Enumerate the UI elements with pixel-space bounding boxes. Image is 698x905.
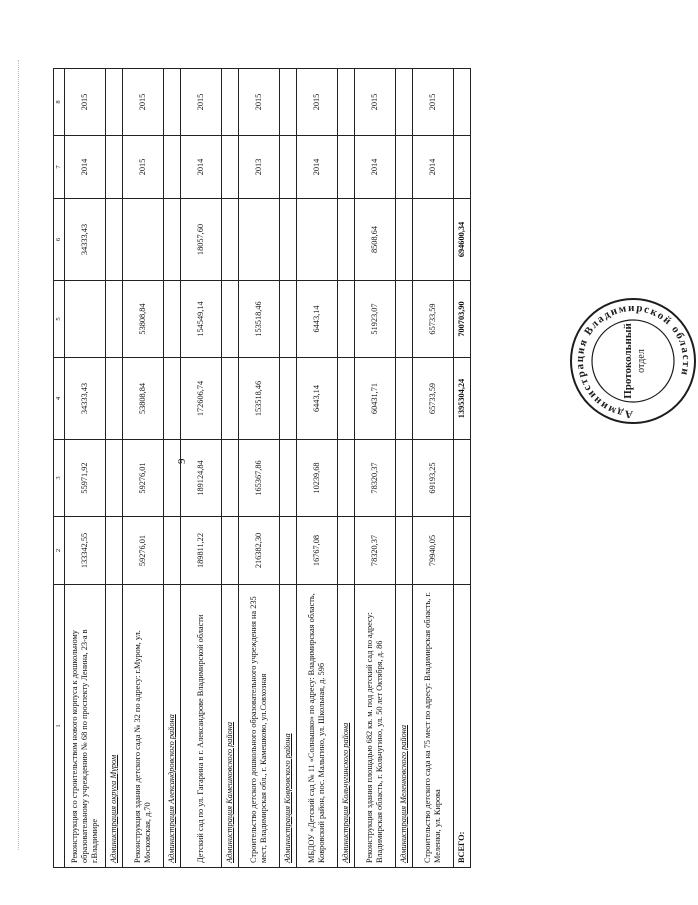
value-cell-c4: 153518,46 [239,358,280,440]
value-cell-c6 [106,199,123,281]
value-cell-c2: 189811,22 [181,517,222,585]
table-row [355,69,396,868]
value-cell-c5: 6443,14 [297,281,338,358]
header-cell: 8 [54,69,65,136]
value-cell-c6 [413,199,454,281]
value-cell-c3: 78320,37 [355,440,396,517]
value-cell-c4: 60431,71 [355,358,396,440]
section-title: Администрация Меленковского района [398,725,408,863]
value-cell-c6 [164,199,181,281]
value-cell-c3 [222,440,239,517]
value-cell-c7 [338,136,355,199]
value-cell-c5 [106,281,123,358]
value-cell-c6 [280,199,297,281]
value-cell-c7 [164,136,181,199]
value-cell-c8 [338,69,355,136]
value-cell-c7: 2014 [355,136,396,199]
value-cell-c3: 55971,92 [65,440,106,517]
stamp-center-subtext: отдел [636,349,647,373]
value-cell-c3 [280,440,297,517]
object-name-cell: Строительство детского дошкольного образовательного учреждения на 235 мест, Владимирская обл., г. Камешково, ул.Совхозная [239,585,280,868]
value-cell-c3: 10239,68 [297,440,338,517]
section-row [222,69,239,868]
value-cell-c3 [396,440,413,517]
value-cell-c4 [338,358,355,440]
value-cell-c2 [106,517,123,585]
construction-table [53,68,471,868]
object-name-cell: МБДОУ «Детский сад № 11 «Солнышко» по адресу: Владимирская область, Ковровский район, пос. Малыгино, ул. Школьная, д. 59б [297,585,338,868]
object-name-cell: Реконструкция здания площадью 682 кв. м. под детский сад по адресу: Владимирская область, г. Кольчугино, ул. 50 лет Октября, д. 86 [355,585,396,868]
value-cell-c7 [280,136,297,199]
section-title-cell [338,585,355,868]
value-cell-c4 [280,358,297,440]
section-title-cell [396,585,413,868]
value-cell-c3: 59276,01 [123,440,164,517]
value-cell-c2: 78320,37 [355,517,396,585]
value-cell-c8 [396,69,413,136]
value-cell-c2: 16767,08 [297,517,338,585]
stamp-center-text: Протокольный [622,323,634,399]
section-row [280,69,297,868]
value-cell-c6 [338,199,355,281]
value-cell-c4: 53808,84 [123,358,164,440]
value-cell-c5: 51923,07 [355,281,396,358]
page-number: 9 [176,458,188,464]
value-cell-c3: 69193,25 [413,440,454,517]
value-cell-c2: 216382,30 [239,517,280,585]
value-cell-c8: 2015 [65,69,106,136]
value-cell-c5 [396,281,413,358]
value-cell-c7: 2014 [65,136,106,199]
value-cell-c3: 165367,86 [239,440,280,517]
table-row [297,69,338,868]
value-cell-c4: 172606,74 [181,358,222,440]
header-cell: 5 [54,281,65,358]
value-cell-c2 [396,517,413,585]
value-cell-c8: 2015 [355,69,396,136]
value-cell-c3 [106,440,123,517]
value-cell-c8 [280,69,297,136]
value-cell-c6: 8508,64 [355,199,396,281]
table-row [65,69,106,868]
value-cell-c3: 189124,84 [181,440,222,517]
value-cell-c8 [454,69,471,136]
table-row [181,69,222,868]
value-cell-c5: 65733,59 [413,281,454,358]
header-cell: 2 [54,517,65,585]
object-name-cell: Реконструкция со строительством нового корпуса к дошкольному образовательному учреждению № 68 по проспекту Ленина, 23-а в г.Владимире [65,585,106,868]
section-row [396,69,413,868]
value-cell-c5 [65,281,106,358]
value-cell-c4: 34333,43 [65,358,106,440]
stamp-ring-text: Администрация Владимирской области [573,301,693,421]
round-seal-stamp [568,296,698,426]
section-row [338,69,355,868]
value-cell-c7: 2013 [239,136,280,199]
value-cell-c3 [164,440,181,517]
value-cell-c4 [106,358,123,440]
total-row [454,69,471,868]
value-cell-c2 [164,517,181,585]
value-cell-c7: 2014 [181,136,222,199]
value-cell-c2 [338,517,355,585]
value-cell-c2: 79940,05 [413,517,454,585]
value-cell-c8: 2015 [123,69,164,136]
section-title: Администрация Александровского района [166,714,176,863]
header-cell: 7 [54,136,65,199]
table-row [239,69,280,868]
table-row [413,69,454,868]
value-cell-c8 [106,69,123,136]
value-cell-c8: 2015 [239,69,280,136]
value-cell-c4: 6443,14 [297,358,338,440]
value-cell-c8: 2015 [413,69,454,136]
value-cell-c7 [222,136,239,199]
value-cell-c5 [338,281,355,358]
value-cell-c4: 1395304,24 [454,358,471,440]
value-cell-c3 [338,440,355,517]
section-title: Администрация Ковровского района [282,733,292,863]
value-cell-c6 [123,199,164,281]
value-cell-c6: 694600,34 [454,199,471,281]
value-cell-c4 [222,358,239,440]
value-cell-c5: 154549,14 [181,281,222,358]
value-cell-c2 [280,517,297,585]
value-cell-c5 [280,281,297,358]
header-cell: 4 [54,358,65,440]
value-cell-c2: 59276,01 [123,517,164,585]
header-cell: 1 [54,585,65,868]
value-cell-c2: 133342,55 [65,517,106,585]
value-cell-c6: 18057,60 [181,199,222,281]
value-cell-c5 [164,281,181,358]
value-cell-c6: 34333,43 [65,199,106,281]
value-cell-c2 [454,517,471,585]
section-title: Администрация Камешковского района [224,722,234,863]
object-name-cell: Реконструкция здания детского сада № 32 по адресу: г.Муром, ул. Московская, д.70 [123,585,164,868]
section-title-cell [280,585,297,868]
section-row [164,69,181,868]
value-cell-c3 [454,440,471,517]
object-name-cell: Детский сад по ул. Гагарина в г. Александрове Владимирской области [181,585,222,868]
value-cell-c5: 53808,84 [123,281,164,358]
value-cell-c8 [222,69,239,136]
value-cell-c5: 153518,46 [239,281,280,358]
value-cell-c7 [396,136,413,199]
value-cell-c2 [222,517,239,585]
value-cell-c7: 2015 [123,136,164,199]
section-title-cell [164,585,181,868]
value-cell-c8: 2015 [297,69,338,136]
section-title: Администрация округа Муром [108,754,118,863]
section-title-cell [106,585,123,868]
section-title-cell [222,585,239,868]
object-name-cell: Строительство детского сада на 75 мест по адресу: Владимирская область, г. Меленки, ул. Кирова [413,585,454,868]
header-row [54,69,65,868]
value-cell-c8: 2015 [181,69,222,136]
value-cell-c4 [396,358,413,440]
value-cell-c6 [222,199,239,281]
value-cell-c6 [396,199,413,281]
header-cell: 6 [54,199,65,281]
section-title: Администрация Кольчугинского района [340,722,350,863]
value-cell-c5 [222,281,239,358]
value-cell-c8 [164,69,181,136]
value-cell-c7 [106,136,123,199]
value-cell-c7: 2014 [297,136,338,199]
section-row [106,69,123,868]
value-cell-c5: 700703,90 [454,281,471,358]
value-cell-c6 [297,199,338,281]
header-cell: 3 [54,440,65,517]
value-cell-c4: 65733,59 [413,358,454,440]
value-cell-c7: 2014 [413,136,454,199]
object-name-cell: ВСЕГО: [454,585,471,868]
value-cell-c6 [239,199,280,281]
value-cell-c7 [454,136,471,199]
table-row [123,69,164,868]
value-cell-c4 [164,358,181,440]
